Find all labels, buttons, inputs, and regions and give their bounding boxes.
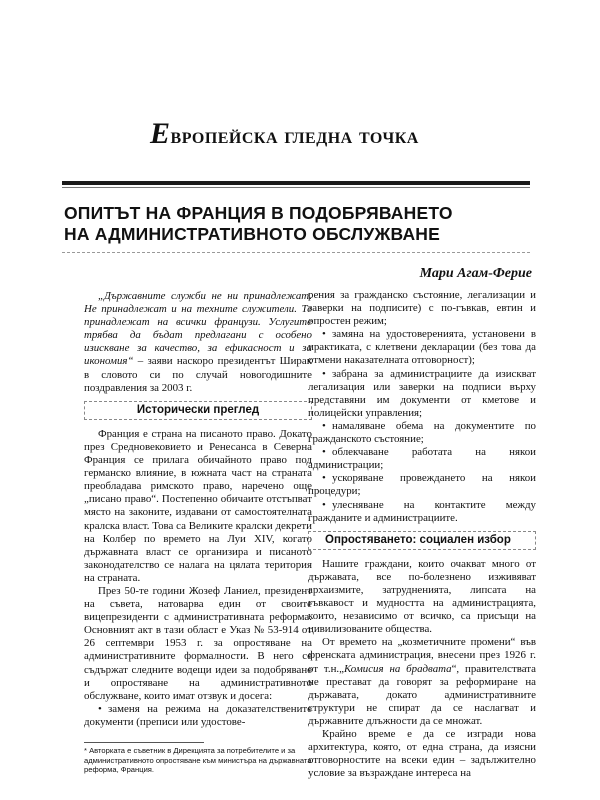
footnote: * Авторката е съветник в Дирекцията за потребителите и за административното опростяване към министъра на държавната реформа, Франция.	[84, 746, 312, 774]
article-title	[64, 203, 534, 245]
list-item	[308, 499, 536, 525]
bullet-icon: •	[322, 419, 326, 432]
list-item	[308, 420, 536, 446]
heading-historical-overview: Исторически преглед	[84, 401, 312, 420]
list-item	[308, 328, 536, 367]
left-column	[84, 290, 312, 729]
right-column	[308, 289, 536, 780]
header-rule-thin	[62, 187, 530, 188]
list-item-text: облекчаване работата на някои администрации;	[308, 446, 536, 472]
paragraph-text: От времето на „козметичните промени“ във френската администрация, внесени през 1926 г. от т.н.„	[308, 636, 536, 675]
bullet-list	[308, 328, 536, 524]
quote-attribution: – заяви наскоро президентът Ширак в словото си по случай новогодишните поздравления за 2003 г.	[84, 355, 312, 394]
list-item	[84, 703, 312, 729]
bullet-icon: •	[322, 328, 326, 341]
paragraph	[308, 636, 536, 728]
paragraph: През 50-те години Жозеф Ланиел, президент на съвета, натоварва един от своите вицепрезиденти с административната реформа. Основният акт в тази област е Указ № 53-914 от 26 септември 1953 г. за опростяване на административните формалности. В него се съдържат следните водещи идеи за подобряване и опростяване на административното обслужване, които имат отзвук и досега:	[84, 584, 312, 702]
list-item	[308, 368, 536, 420]
bullet-icon: •	[322, 446, 326, 459]
bullet-icon: •	[322, 498, 326, 511]
paragraph: Крайно време е да се изгради нова архитектура, която, от една страна, да изясни отговорностите на всеки един – задължително условие за възраждане интереса на	[308, 728, 536, 780]
list-item-text: намаляване обема на документите по гражданското състояние;	[308, 419, 536, 446]
bullet-list	[84, 703, 312, 729]
quote-text: „Държавните служби не ни принадлежат. Не принадлежат и на техните служители. Те принадлежат на всички французи. Услугите трябва да бъдат предлагани с особено изискване за качество, за ефикасност и за икономия“	[84, 290, 312, 368]
bullet-icon: •	[98, 702, 102, 715]
bullet-icon: •	[322, 367, 326, 380]
header-rule-thick	[62, 181, 530, 185]
paragraph-text: “, правителствата не престават да говорят за реформиране на държавата, докато административните структури не спират да се наслагват и държавните длъжности да се множат.	[308, 662, 536, 727]
paragraph: Франция е страна на писаното право. Докато през Средновековието и Ренесанса в Северна Франция се прилага обичайното право под германско влияние, в южната част на страната преобладава римското право, наречено още „писано право“. Постепенно обичаите отстъпват място на законите, издавани от самостоятелната кралска власт. Това са Великите кралски декрети на Колбер по времето на Луи XIV, когато държавната власт се организира и писаното законодателство се налага на цялата територия на страната.	[84, 427, 312, 584]
list-item-text: улесняване на контактите между гражданите и администрациите.	[308, 498, 536, 524]
list-item-text: заменя на режима на доказателствените документи (преписи или удостове-	[84, 702, 312, 728]
list-item-text: забрана за администрациите да изискват легализация или заверки на подписи върху представяни им документи от кметове и полицейски управления;	[308, 367, 536, 419]
author-name: Мари Агам-Ферие	[419, 266, 532, 281]
paragraph: рения за гражданско състояние, легализации и заверки на подписите) с по-гъвкав, евтин и опростен режим;	[308, 289, 536, 328]
section-title-rest: вропейска гледна точка	[170, 123, 419, 148]
list-item	[308, 472, 536, 498]
section-title	[150, 117, 530, 151]
opening-quote	[84, 290, 312, 395]
list-item-text: ускоряване провеждането на някои процедури;	[308, 472, 536, 498]
article-title-line-1: ОПИТЪТ НА ФРАНЦИЯ В ПОДОБРЯВАНЕТО	[64, 203, 453, 223]
footnote-rule	[84, 742, 204, 743]
bullet-icon: •	[322, 472, 326, 485]
list-item-text: замяна на удостоверенията, установени в практиката, с клетвени декларации (без това да отмени наказателната отговорност);	[308, 328, 536, 367]
article-title-line-2: НА АДМИНИСТРАТИВНОТО ОБСЛУЖВАНЕ	[64, 224, 440, 244]
paragraph: Нашите граждани, които очакват много от държавата, все по-болезнено изживяват архаизмите, затрудненията, липсата на гъвкавост и мудността на администрацията, които, независимо от всичко, са присъщи на цивилизованите общества.	[308, 557, 536, 636]
section-title-initial: Е	[150, 117, 171, 150]
title-divider	[62, 252, 530, 253]
commission-name: Комисия на брадвата	[343, 662, 452, 675]
list-item	[308, 446, 536, 472]
heading-simplification: Опростяването: социален избор	[308, 531, 536, 550]
